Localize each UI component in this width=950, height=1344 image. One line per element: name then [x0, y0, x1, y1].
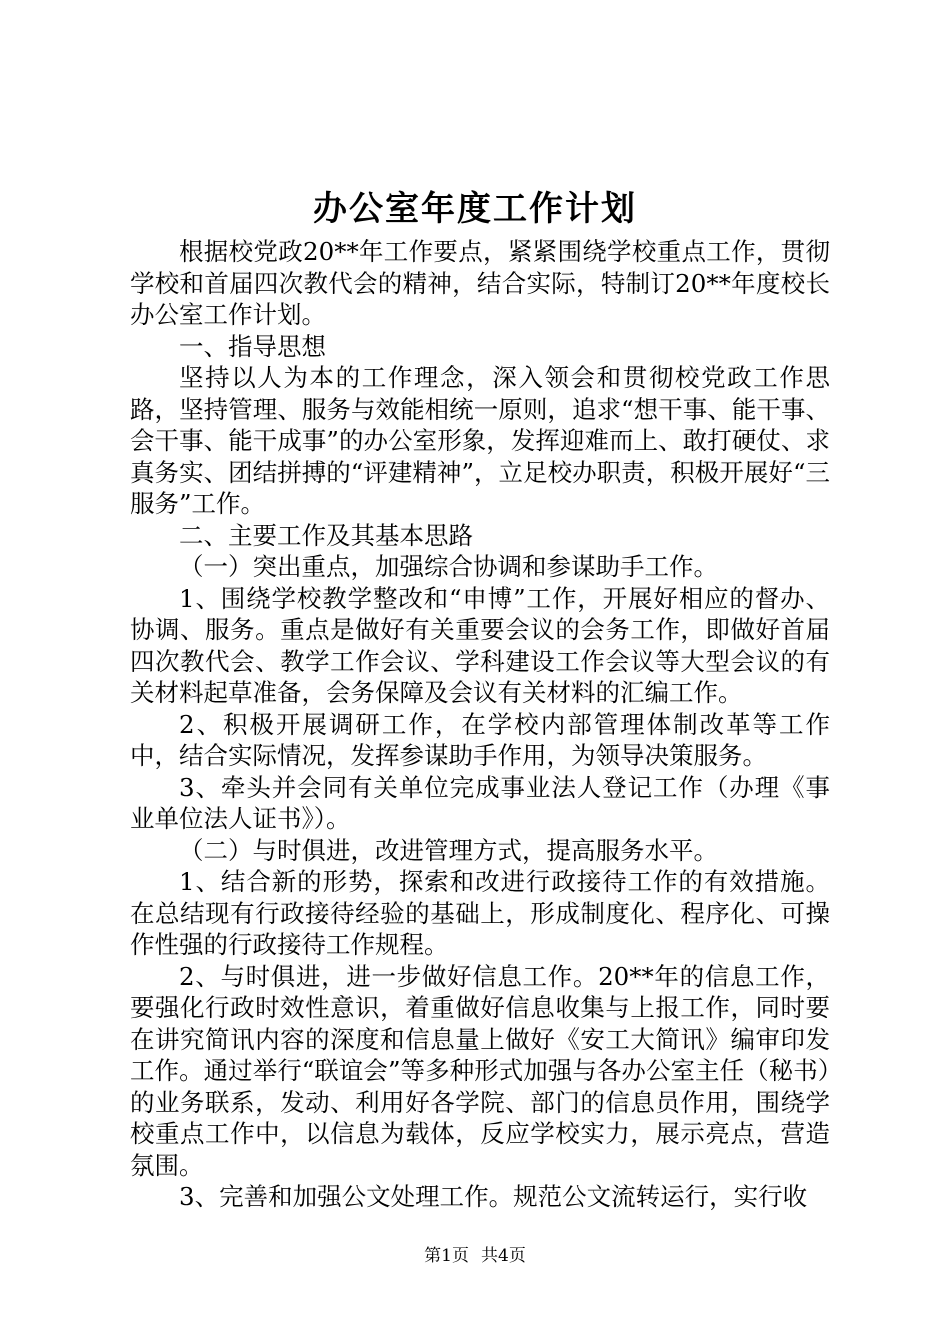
paragraph-item-1-2: 2、积极开展调研工作，在学校内部管理体制改革等工作中，结合实际情况，发挥参谋助手作用，为领导决策服务。 [130, 709, 830, 770]
page-total: 共4页 [481, 1246, 526, 1266]
paragraph-item-2-2: 2、与时俱进，进一步做好信息工作。20**年的信息工作，要强化行政时效性意识，着重做好信息收集与上报工作，同时要在讲究简讯内容的深度和信息量上做好《安工大简讯》编审印发工作。通过举行“联谊会”等多种形式加强与各办公室主任（秘书）的业务联系，发动、利用好各学院、部门的信息员作用，围绕学校重点工作中，以信息为载体，反应学校实力，展示亮点，营造氛围。 [130, 961, 830, 1180]
document-title: 办公室年度工作计划 [313, 189, 637, 229]
paragraph-intro: 根据校党政20**年工作要点，紧紧围绕学校重点工作，贯彻学校和首届四次教代会的精神，结合实际，特制订20**年度校长办公室工作计划。 [130, 237, 830, 329]
page-footer [0, 1244, 950, 1268]
subsection-heading-2: （二）与时俱进，改进管理方式，提高服务水平。 [179, 835, 718, 865]
paragraph-guiding-thought: 坚持以人为本的工作理念，深入领会和贯彻校党政工作思路，坚持管理、服务与效能相统一原则，追求“想干事、能干事、会干事、能干成事”的办公室形象，发挥迎难而上、敢打硬仗、求真务实、团结拼搏的“评建精神”，立足校办职责，积极开展好“三服务”工作。 [130, 363, 830, 518]
paragraph-item-2-3: 3、完善和加强公文处理工作。规范公文流转运行，实行收 [179, 1182, 808, 1211]
section-heading-main-work: 二、主要工作及其基本思路 [179, 520, 473, 550]
subsection-heading-1: （一）突出重点，加强综合协调和参谋助手工作。 [179, 552, 718, 581]
section-heading-guiding-thought: 一、指导思想 [179, 331, 326, 361]
paragraph-item-2-1: 1、结合新的形势，探索和改进行政接待工作的有效措施。在总结现有行政接待经验的基础上，形成制度化、程序化、可操作性强的行政接待工作规程。 [130, 867, 830, 959]
paragraph-item-1-3: 3、牵头并会同有关单位完成事业法人登记工作（办理《事业单位法人证书》）。 [130, 772, 830, 833]
document-body [130, 236, 830, 1213]
paragraph-item-1-1: 1、围绕学校教学整改和“申博”工作，开展好相应的督办、协调、服务。重点是做好有关重要会议的会务工作，即做好首届四次教代会、教学工作会议、学科建设工作会议等大型会议的有关材料起草准备，会务保障及会议有关材料的汇编工作。 [130, 583, 830, 707]
page-number: 第1页 [424, 1246, 469, 1266]
